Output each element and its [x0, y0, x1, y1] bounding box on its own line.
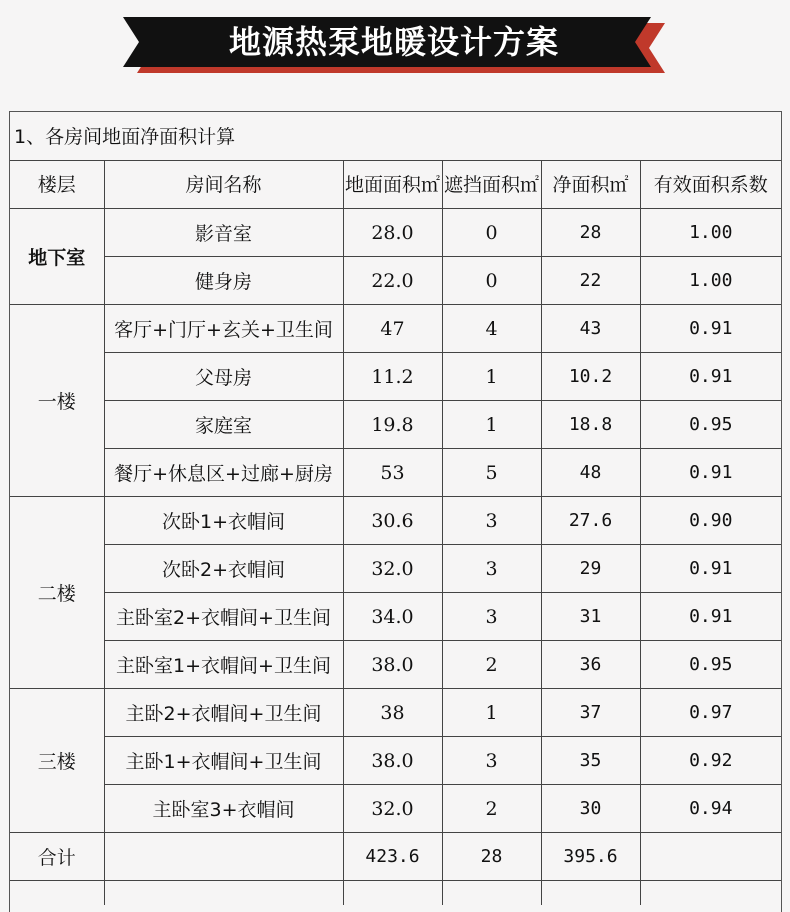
ground-area-cell: 32.0 [343, 545, 442, 593]
area-table [10, 161, 781, 905]
coefficient-cell: 0.91 [640, 593, 781, 641]
room-name-cell: 家庭室 [104, 401, 343, 449]
net-area-cell: 31 [541, 593, 640, 641]
net-area-cell: 18.8 [541, 401, 640, 449]
empty-cell [104, 881, 343, 906]
page-title: 地源热泵地暖设计方案 [228, 23, 559, 61]
table-row [10, 641, 781, 689]
blocked-area-cell: 3 [442, 497, 541, 545]
total-blocked-area: 28 [442, 833, 541, 881]
coefficient-cell: 0.97 [640, 689, 781, 737]
net-area-cell: 30 [541, 785, 640, 833]
room-name-cell: 次卧2+衣帽间 [104, 545, 343, 593]
net-area-cell: 10.2 [541, 353, 640, 401]
blocked-area-cell: 0 [442, 209, 541, 257]
room-name-cell: 主卧室3+衣帽间 [104, 785, 343, 833]
coefficient-cell: 0.95 [640, 401, 781, 449]
header-net-area: 净面积㎡ [541, 161, 640, 209]
table-row [10, 785, 781, 833]
ground-area-cell: 28.0 [343, 209, 442, 257]
area-sheet [9, 111, 782, 912]
coefficient-cell: 0.91 [640, 545, 781, 593]
floor-cell: 三楼 [10, 689, 104, 833]
coefficient-cell: 0.95 [640, 641, 781, 689]
coefficient-cell: 0.91 [640, 305, 781, 353]
empty-cell [442, 881, 541, 906]
net-area-cell: 22 [541, 257, 640, 305]
ground-area-cell: 19.8 [343, 401, 442, 449]
blocked-area-cell: 3 [442, 593, 541, 641]
net-area-cell: 35 [541, 737, 640, 785]
blocked-area-cell: 1 [442, 401, 541, 449]
coefficient-cell: 1.00 [640, 209, 781, 257]
table-row [10, 545, 781, 593]
ground-area-cell: 22.0 [343, 257, 442, 305]
table-row [10, 401, 781, 449]
floor-cell: 一楼 [10, 305, 104, 497]
blocked-area-cell: 2 [442, 641, 541, 689]
net-area-cell: 36 [541, 641, 640, 689]
empty-cell [343, 881, 442, 906]
total-coefficient [640, 833, 781, 881]
coefficient-cell: 0.91 [640, 449, 781, 497]
net-area-cell: 28 [541, 209, 640, 257]
net-area-cell: 48 [541, 449, 640, 497]
room-name-cell: 客厅+门厅+玄关+卫生间 [104, 305, 343, 353]
coefficient-cell: 0.90 [640, 497, 781, 545]
total-label: 合计 [10, 833, 104, 881]
coefficient-cell: 1.00 [640, 257, 781, 305]
room-name-cell: 餐厅+休息区+过廊+厨房 [104, 449, 343, 497]
blocked-area-cell: 1 [442, 353, 541, 401]
total-ground-area: 423.6 [343, 833, 442, 881]
ground-area-cell: 38.0 [343, 641, 442, 689]
header-floor: 楼层 [10, 161, 104, 209]
section-title: 1、各房间地面净面积计算 [10, 112, 781, 161]
header-row [10, 161, 781, 209]
room-name-cell: 主卧室2+衣帽间+卫生间 [104, 593, 343, 641]
ground-area-cell: 34.0 [343, 593, 442, 641]
table-row [10, 449, 781, 497]
net-area-cell: 27.6 [541, 497, 640, 545]
coefficient-cell: 0.91 [640, 353, 781, 401]
table-row [10, 497, 781, 545]
blocked-area-cell: 1 [442, 689, 541, 737]
room-name-cell: 主卧1+衣帽间+卫生间 [104, 737, 343, 785]
ground-area-cell: 38.0 [343, 737, 442, 785]
total-room-cell [104, 833, 343, 881]
room-name-cell: 健身房 [104, 257, 343, 305]
ground-area-cell: 11.2 [343, 353, 442, 401]
ground-area-cell: 53 [343, 449, 442, 497]
table-row [10, 209, 781, 257]
room-name-cell: 父母房 [104, 353, 343, 401]
table-row [10, 737, 781, 785]
blocked-area-cell: 5 [442, 449, 541, 497]
header-room: 房间名称 [104, 161, 343, 209]
coefficient-cell: 0.94 [640, 785, 781, 833]
ground-area-cell: 47 [343, 305, 442, 353]
table-row [10, 257, 781, 305]
table-row [10, 593, 781, 641]
table-bottom-spacer [10, 881, 781, 906]
table-row [10, 305, 781, 353]
floor-cell: 地下室 [10, 209, 104, 305]
floor-cell: 二楼 [10, 497, 104, 689]
net-area-cell: 29 [541, 545, 640, 593]
blocked-area-cell: 4 [442, 305, 541, 353]
header-coefficient: 有效面积系数 [640, 161, 781, 209]
blocked-area-cell: 3 [442, 737, 541, 785]
room-name-cell: 主卧室1+衣帽间+卫生间 [104, 641, 343, 689]
empty-cell [541, 881, 640, 906]
blocked-area-cell: 3 [442, 545, 541, 593]
header-blocked-area: 遮挡面积㎡ [442, 161, 541, 209]
ground-area-cell: 30.6 [343, 497, 442, 545]
empty-cell [640, 881, 781, 906]
room-name-cell: 影音室 [104, 209, 343, 257]
empty-cell [10, 881, 104, 906]
total-row [10, 833, 781, 881]
total-net-area: 395.6 [541, 833, 640, 881]
room-name-cell: 次卧1+衣帽间 [104, 497, 343, 545]
net-area-cell: 37 [541, 689, 640, 737]
net-area-cell: 43 [541, 305, 640, 353]
ground-area-cell: 32.0 [343, 785, 442, 833]
header-ground-area: 地面面积㎡ [343, 161, 442, 209]
blocked-area-cell: 0 [442, 257, 541, 305]
table-row [10, 353, 781, 401]
title-banner [123, 17, 665, 73]
room-name-cell: 主卧2+衣帽间+卫生间 [104, 689, 343, 737]
ground-area-cell: 38 [343, 689, 442, 737]
blocked-area-cell: 2 [442, 785, 541, 833]
coefficient-cell: 0.92 [640, 737, 781, 785]
table-row [10, 689, 781, 737]
